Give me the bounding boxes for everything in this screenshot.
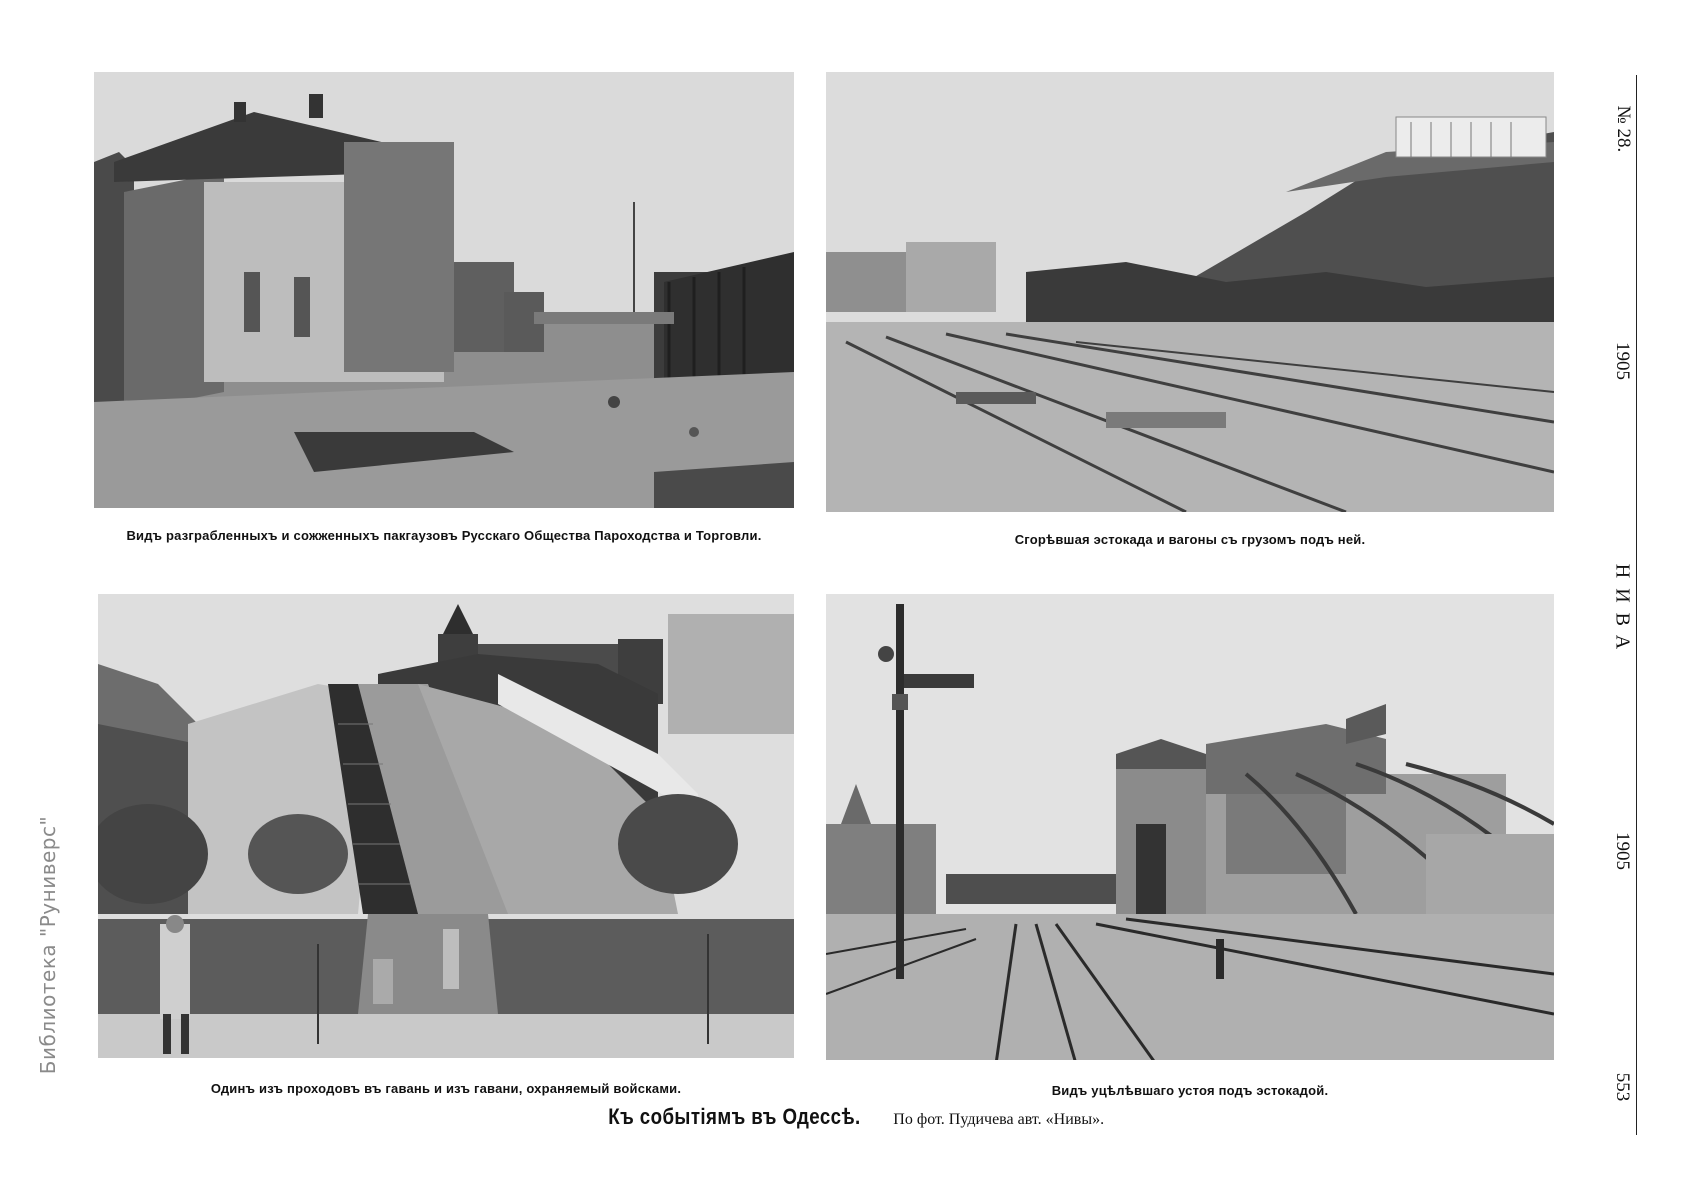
photo-credit: По фот. Пудичева авт. «Нивы».	[893, 1111, 1105, 1128]
page-number: 553	[1612, 1072, 1633, 1102]
page-title	[0, 1104, 1690, 1130]
title-main: Къ событіямъ въ Одессѣ.	[608, 1104, 861, 1129]
year-bottom: 1905	[1612, 832, 1633, 870]
magazine-name: НИВА	[1611, 563, 1634, 660]
year-top: 1905	[1612, 342, 1633, 380]
photo-harbor-passage	[98, 594, 794, 1058]
caption-photo-1: Видъ разграбленныхъ и сожженныхъ пакгаузовъ Русскаго Общества Пароходства и Торговли.	[126, 528, 762, 543]
library-watermark: Библиотека "Руниверс"	[36, 815, 60, 1075]
photo-surviving-pier	[826, 594, 1554, 1060]
caption-photo-2: Сгорѣвшая эстокада и вагоны съ грузомъ подъ ней.	[1014, 532, 1366, 547]
margin-rule	[1636, 75, 1637, 1135]
photo-burned-warehouses	[94, 72, 794, 508]
issue-number: № 28.	[1613, 105, 1634, 153]
photo-burned-trestle	[826, 72, 1554, 512]
caption-photo-4: Видъ уцѣлѣвшаго устоя подъ эстокадой.	[1051, 1083, 1329, 1098]
caption-photo-3: Одинъ изъ проходовъ въ гавань и изъ гавани, охраняемый войсками.	[210, 1081, 682, 1096]
